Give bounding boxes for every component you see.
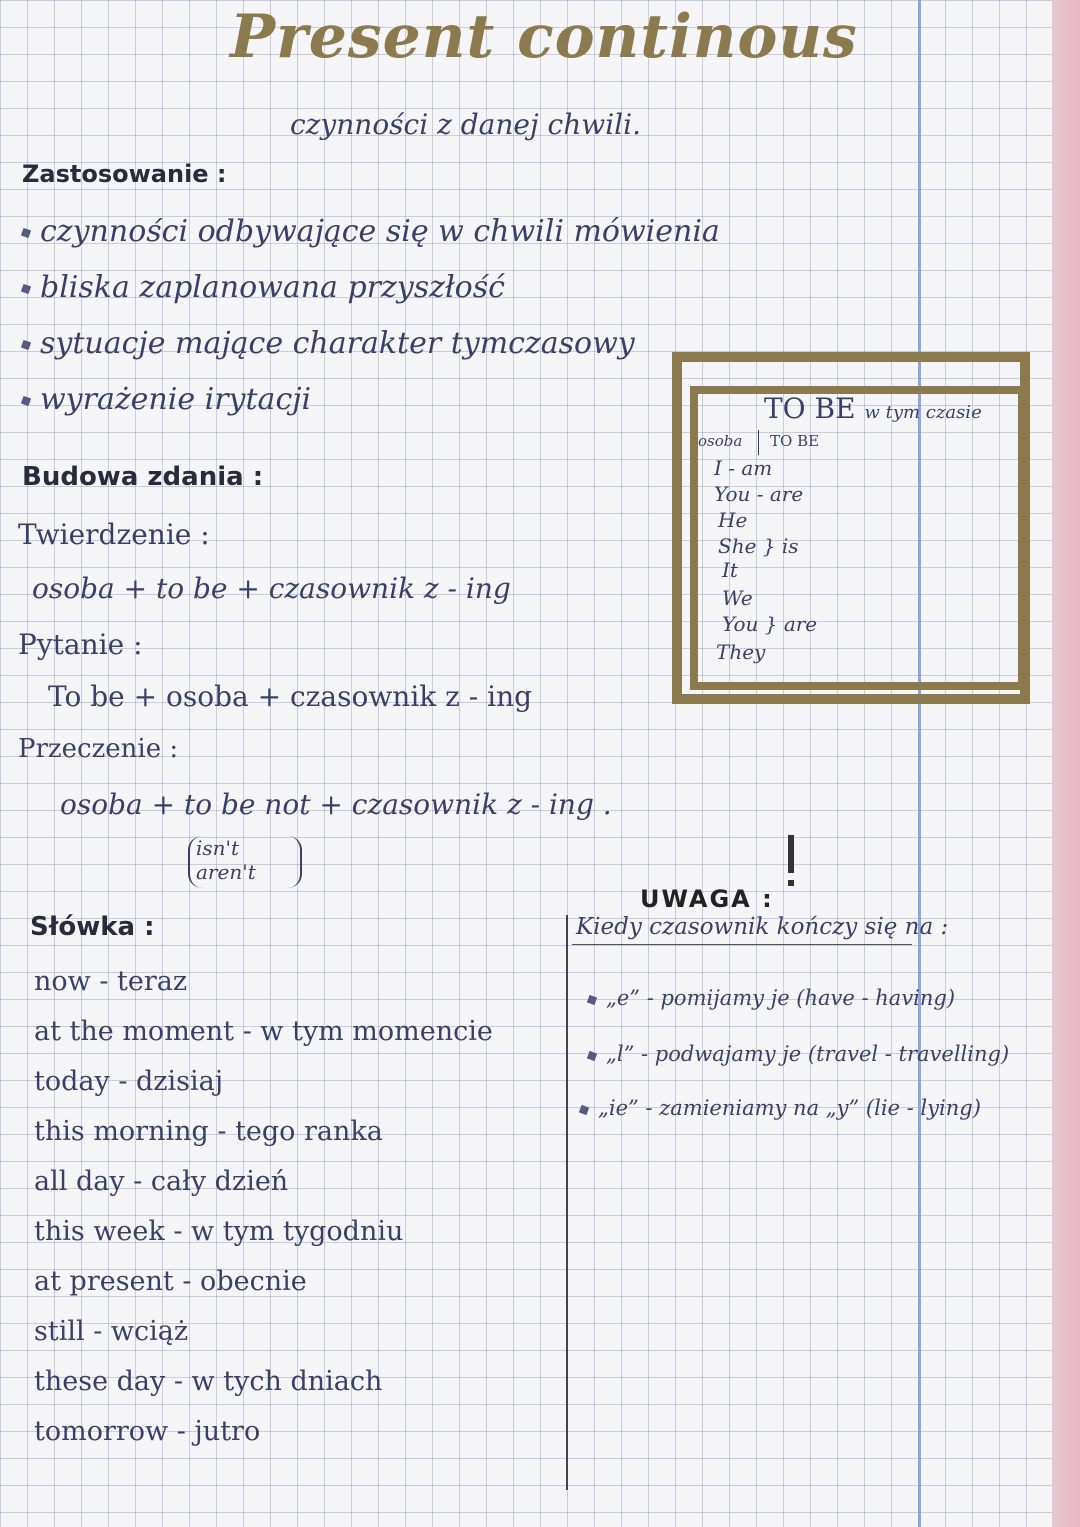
column-divider xyxy=(566,915,568,1490)
word-item: today - dzisiaj xyxy=(34,1066,224,1097)
words-heading: Słówka : xyxy=(30,912,155,942)
note-item-text: „e” - pomijamy je (have - having) xyxy=(606,986,956,1010)
contraction-arent: aren't xyxy=(196,860,256,884)
usage-item-text: sytuacje mające charakter tymczasowy xyxy=(40,326,635,361)
usage-item xyxy=(22,270,505,305)
note-item-text: „ie” - zamieniamy na „y” (lie - lying) xyxy=(598,1096,981,1120)
word-item: at present - obecnie xyxy=(34,1266,307,1297)
pink-page-edge xyxy=(1052,0,1080,1527)
to-be-col-person: osoba xyxy=(698,432,743,450)
bullet-icon xyxy=(21,284,31,294)
page-title: Present continous xyxy=(230,2,858,72)
negation-label: Przeczenie : xyxy=(18,734,179,764)
word-item: tomorrow - jutro xyxy=(34,1416,261,1447)
to-be-row: You } are xyxy=(722,612,818,636)
bullet-icon xyxy=(579,1104,589,1114)
note-heading: UWAGA : xyxy=(640,885,774,913)
contractions-bracket xyxy=(188,836,302,888)
note-underline xyxy=(572,944,912,945)
exclamation-icon xyxy=(788,835,794,873)
note-item-text: „l” - podwajamy je (travel - travelling) xyxy=(606,1042,1010,1066)
usage-item-text: czynności odbywające się w chwili mówienia xyxy=(40,214,720,249)
to-be-title-note: w tym czasie xyxy=(864,402,982,423)
to-be-row: She } is xyxy=(718,534,799,558)
bullet-icon xyxy=(587,994,597,1004)
affirmative-formula: osoba + to be + czasownik z - ing xyxy=(32,572,511,605)
to-be-title xyxy=(764,392,982,425)
question-label: Pytanie : xyxy=(18,628,143,661)
to-be-row: I - am xyxy=(714,456,773,480)
to-be-row: They xyxy=(716,640,766,664)
to-be-row: It xyxy=(722,558,738,582)
word-item: this morning - tego ranka xyxy=(34,1116,383,1147)
question-formula: To be + osoba + czasownik z - ing xyxy=(48,680,533,713)
word-item: at the moment - w tym momencie xyxy=(34,1016,493,1047)
bullet-icon xyxy=(21,228,31,238)
word-item: all day - cały dzień xyxy=(34,1166,289,1197)
negation-formula: osoba + to be not + czasownik z - ing . xyxy=(60,788,612,821)
note-item xyxy=(588,1042,1009,1066)
to-be-row: You - are xyxy=(714,482,804,506)
affirmative-label: Twierdzenie : xyxy=(18,518,210,551)
page-subtitle: czynności z danej chwili. xyxy=(290,108,641,141)
usage-item-text: bliska zaplanowana przyszłość xyxy=(40,270,505,305)
structure-heading: Budowa zdania : xyxy=(22,462,264,492)
word-item: still - wciąż xyxy=(34,1316,189,1347)
word-item: this week - w tym tygodniu xyxy=(34,1216,404,1247)
usage-item-text: wyrażenie irytacji xyxy=(40,382,312,417)
bullet-icon xyxy=(21,396,31,406)
usage-heading: Zastosowanie : xyxy=(22,160,227,188)
margin-line xyxy=(918,0,921,1527)
to-be-col-tobe: TO BE xyxy=(770,432,820,450)
note-item xyxy=(588,986,955,1010)
usage-item xyxy=(22,214,720,249)
usage-item xyxy=(22,382,311,417)
bullet-icon xyxy=(587,1050,597,1060)
usage-item xyxy=(22,326,635,361)
to-be-row: He xyxy=(718,508,748,532)
note-item xyxy=(580,1096,981,1120)
to-be-title-text: TO BE xyxy=(764,392,856,425)
note-intro: Kiedy czasownik kończy się na : xyxy=(576,914,949,940)
word-item: now - teraz xyxy=(34,966,188,997)
word-item: these day - w tych dniach xyxy=(34,1366,383,1397)
to-be-row: We xyxy=(722,586,753,610)
exclamation-dot-icon xyxy=(788,880,794,886)
to-be-col-divider xyxy=(758,430,759,455)
bullet-icon xyxy=(21,340,31,350)
contraction-isnt: isn't xyxy=(196,836,240,860)
